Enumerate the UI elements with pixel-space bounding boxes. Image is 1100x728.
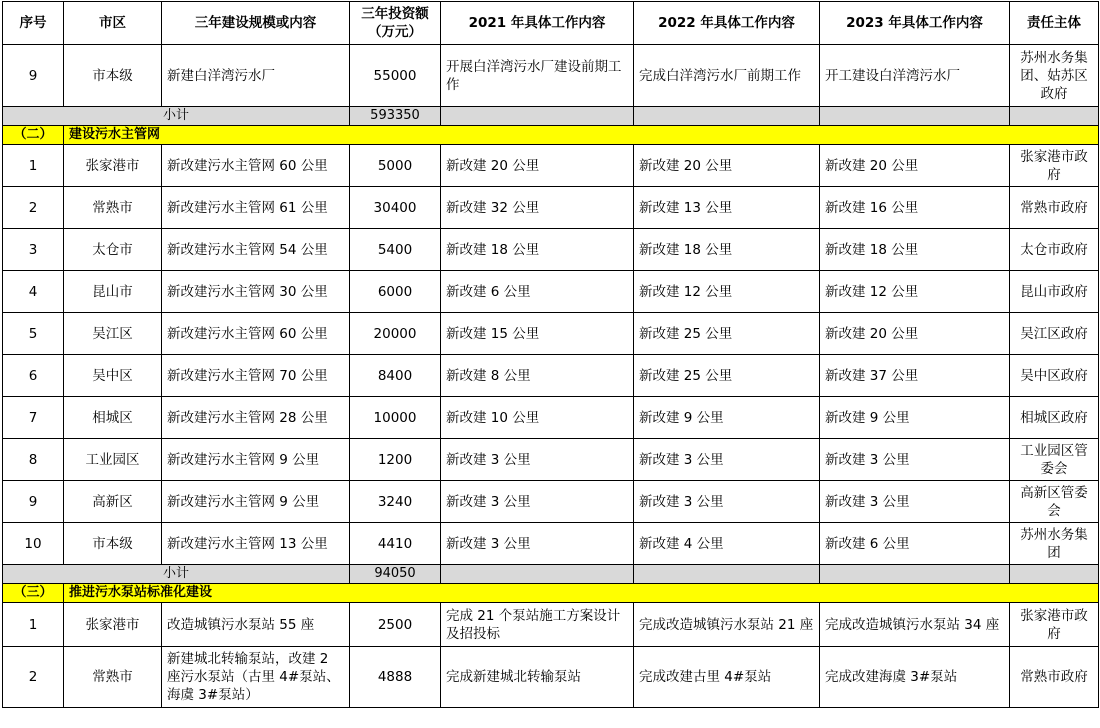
cell-scope: 新改建污水主管网 9 公里 — [162, 439, 350, 481]
cell-y2021: 新改建 3 公里 — [441, 439, 634, 481]
cell-scope: 新改建污水主管网 13 公里 — [162, 523, 350, 565]
cell-invest: 8400 — [350, 355, 441, 397]
cell-no: 1 — [3, 145, 64, 187]
cell-2022: 完成白洋湾污水厂前期工作 — [634, 45, 820, 107]
table-row — [3, 229, 1099, 271]
header-owner: 责任主体 — [1010, 2, 1099, 45]
cell-y2022: 新改建 3 公里 — [634, 439, 820, 481]
empty-cell — [441, 565, 634, 584]
cell-owner: 苏州水务集团、姑苏区政府 — [1010, 45, 1099, 107]
cell-y2022: 新改建 25 公里 — [634, 313, 820, 355]
cell-scope: 新改建污水主管网 60 公里 — [162, 145, 350, 187]
section-number: （三） — [3, 584, 64, 603]
cell-no: 6 — [3, 355, 64, 397]
cell-invest: 4410 — [350, 523, 441, 565]
cell-y2023: 新改建 6 公里 — [820, 523, 1010, 565]
table-row — [3, 355, 1099, 397]
cell-y2021: 新改建 3 公里 — [441, 523, 634, 565]
cell-owner: 高新区管委会 — [1010, 481, 1099, 523]
cell-no: 9 — [3, 45, 64, 107]
cell-y2023: 新改建 37 公里 — [820, 355, 1010, 397]
cell-scope: 新改建污水主管网 60 公里 — [162, 313, 350, 355]
cell-scope: 新改建污水主管网 70 公里 — [162, 355, 350, 397]
cell-no: 2 — [3, 187, 64, 229]
cell-y2021: 新改建 20 公里 — [441, 145, 634, 187]
subtotal-value: 593350 — [350, 107, 441, 126]
cell-y2023: 新改建 20 公里 — [820, 313, 1010, 355]
cell-y2021: 新改建 10 公里 — [441, 397, 634, 439]
cell-scope: 新建城北转输泵站，改建 2 座污水泵站（古里 4#泵站、海虞 3#泵站） — [162, 647, 350, 708]
cell-y2023: 新改建 3 公里 — [820, 439, 1010, 481]
table-row — [3, 397, 1099, 439]
cell-invest: 55000 — [350, 45, 441, 107]
cell-y2022: 完成改建古里 4#泵站 — [634, 647, 820, 708]
cell-y2023: 新改建 18 公里 — [820, 229, 1010, 271]
table-row — [3, 187, 1099, 229]
subtotal-label: 小计 — [3, 107, 350, 126]
table-row — [3, 481, 1099, 523]
cell-district: 工业园区 — [64, 439, 162, 481]
cell-y2021: 新改建 32 公里 — [441, 187, 634, 229]
cell-owner: 张家港市政府 — [1010, 603, 1099, 647]
cell-y2023: 新改建 16 公里 — [820, 187, 1010, 229]
section-title: 推进污水泵站标准化建设 — [64, 584, 1099, 603]
cell-owner: 昆山市政府 — [1010, 271, 1099, 313]
cell-invest: 10000 — [350, 397, 441, 439]
cell-y2021: 新改建 18 公里 — [441, 229, 634, 271]
cell-invest: 3240 — [350, 481, 441, 523]
cell-no: 2 — [3, 647, 64, 708]
cell-invest: 4888 — [350, 647, 441, 708]
cell-y2022: 新改建 9 公里 — [634, 397, 820, 439]
cell-y2021: 完成新建城北转输泵站 — [441, 647, 634, 708]
cell-invest: 30400 — [350, 187, 441, 229]
cell-y2021: 新改建 15 公里 — [441, 313, 634, 355]
header-row — [3, 2, 1099, 45]
section-row — [3, 584, 1099, 603]
cell-y2022: 新改建 12 公里 — [634, 271, 820, 313]
header-invest: 三年投资额（万元） — [350, 2, 441, 45]
header-district: 市区 — [64, 2, 162, 45]
cell-y2023: 新改建 20 公里 — [820, 145, 1010, 187]
cell-y2023: 新改建 3 公里 — [820, 481, 1010, 523]
cell-scope: 新建白洋湾污水厂 — [162, 45, 350, 107]
table-row — [3, 45, 1099, 107]
cell-y2022: 新改建 18 公里 — [634, 229, 820, 271]
cell-y2023: 新改建 9 公里 — [820, 397, 1010, 439]
cell-invest: 2500 — [350, 603, 441, 647]
cell-2023: 开工建设白洋湾污水厂 — [820, 45, 1010, 107]
cell-district: 吴中区 — [64, 355, 162, 397]
cell-owner: 工业园区管委会 — [1010, 439, 1099, 481]
subtotal-row — [3, 107, 1099, 126]
cell-no: 9 — [3, 481, 64, 523]
cell-no: 10 — [3, 523, 64, 565]
empty-cell — [820, 107, 1010, 126]
cell-district: 张家港市 — [64, 603, 162, 647]
cell-district: 太仓市 — [64, 229, 162, 271]
empty-cell — [634, 565, 820, 584]
cell-invest: 5400 — [350, 229, 441, 271]
cell-y2021: 新改建 3 公里 — [441, 481, 634, 523]
cell-district: 相城区 — [64, 397, 162, 439]
cell-y2021: 新改建 8 公里 — [441, 355, 634, 397]
table-row — [3, 647, 1099, 708]
cell-owner: 常熟市政府 — [1010, 647, 1099, 708]
cell-district: 常熟市 — [64, 187, 162, 229]
header-scope: 三年建设规模或内容 — [162, 2, 350, 45]
table-row — [3, 145, 1099, 187]
cell-owner: 常熟市政府 — [1010, 187, 1099, 229]
section-row — [3, 126, 1099, 145]
cell-2021: 开展白洋湾污水厂建设前期工作 — [441, 45, 634, 107]
cell-district: 张家港市 — [64, 145, 162, 187]
header-2021: 2021 年具体工作内容 — [441, 2, 634, 45]
subtotal-value: 94050 — [350, 565, 441, 584]
work-plan-table — [2, 1, 1099, 708]
header-no: 序号 — [3, 2, 64, 45]
cell-no: 3 — [3, 229, 64, 271]
cell-y2022: 新改建 13 公里 — [634, 187, 820, 229]
cell-scope: 新改建污水主管网 28 公里 — [162, 397, 350, 439]
cell-owner: 相城区政府 — [1010, 397, 1099, 439]
cell-owner: 吴江区政府 — [1010, 313, 1099, 355]
pump-station-rows — [3, 603, 1099, 708]
header-2022: 2022 年具体工作内容 — [634, 2, 820, 45]
subtotal-label: 小计 — [3, 565, 350, 584]
empty-cell — [1010, 565, 1099, 584]
empty-cell — [820, 565, 1010, 584]
cell-no: 5 — [3, 313, 64, 355]
cell-scope: 新改建污水主管网 30 公里 — [162, 271, 350, 313]
cell-scope: 改造城镇污水泵站 55 座 — [162, 603, 350, 647]
pipe-network-rows — [3, 145, 1099, 565]
cell-scope: 新改建污水主管网 61 公里 — [162, 187, 350, 229]
cell-district: 常熟市 — [64, 647, 162, 708]
cell-invest: 1200 — [350, 439, 441, 481]
table-row — [3, 603, 1099, 647]
cell-invest: 6000 — [350, 271, 441, 313]
cell-no: 1 — [3, 603, 64, 647]
cell-y2021: 完成 21 个泵站施工方案设计及招投标 — [441, 603, 634, 647]
table-row — [3, 271, 1099, 313]
cell-y2022: 新改建 4 公里 — [634, 523, 820, 565]
cell-y2023: 新改建 12 公里 — [820, 271, 1010, 313]
cell-scope: 新改建污水主管网 54 公里 — [162, 229, 350, 271]
cell-y2022: 新改建 25 公里 — [634, 355, 820, 397]
cell-y2023: 完成改造城镇污水泵站 34 座 — [820, 603, 1010, 647]
cell-y2023: 完成改建海虞 3#泵站 — [820, 647, 1010, 708]
table-row — [3, 523, 1099, 565]
empty-cell — [441, 107, 634, 126]
empty-cell — [634, 107, 820, 126]
cell-invest: 20000 — [350, 313, 441, 355]
cell-owner: 张家港市政府 — [1010, 145, 1099, 187]
table-row — [3, 313, 1099, 355]
cell-district: 吴江区 — [64, 313, 162, 355]
cell-y2022: 新改建 20 公里 — [634, 145, 820, 187]
cell-owner: 太仓市政府 — [1010, 229, 1099, 271]
cell-scope: 新改建污水主管网 9 公里 — [162, 481, 350, 523]
cell-district: 昆山市 — [64, 271, 162, 313]
subtotal-row — [3, 565, 1099, 584]
empty-cell — [1010, 107, 1099, 126]
section-title: 建设污水主管网 — [64, 126, 1099, 145]
cell-district: 高新区 — [64, 481, 162, 523]
cell-y2021: 新改建 6 公里 — [441, 271, 634, 313]
cell-no: 8 — [3, 439, 64, 481]
cell-owner: 苏州水务集团 — [1010, 523, 1099, 565]
cell-no: 4 — [3, 271, 64, 313]
cell-owner: 吴中区政府 — [1010, 355, 1099, 397]
cell-invest: 5000 — [350, 145, 441, 187]
cell-district: 市本级 — [64, 523, 162, 565]
section-number: （二） — [3, 126, 64, 145]
cell-y2022: 完成改造城镇污水泵站 21 座 — [634, 603, 820, 647]
table-row — [3, 439, 1099, 481]
cell-district: 市本级 — [64, 45, 162, 107]
cell-y2022: 新改建 3 公里 — [634, 481, 820, 523]
header-2023: 2023 年具体工作内容 — [820, 2, 1010, 45]
cell-no: 7 — [3, 397, 64, 439]
